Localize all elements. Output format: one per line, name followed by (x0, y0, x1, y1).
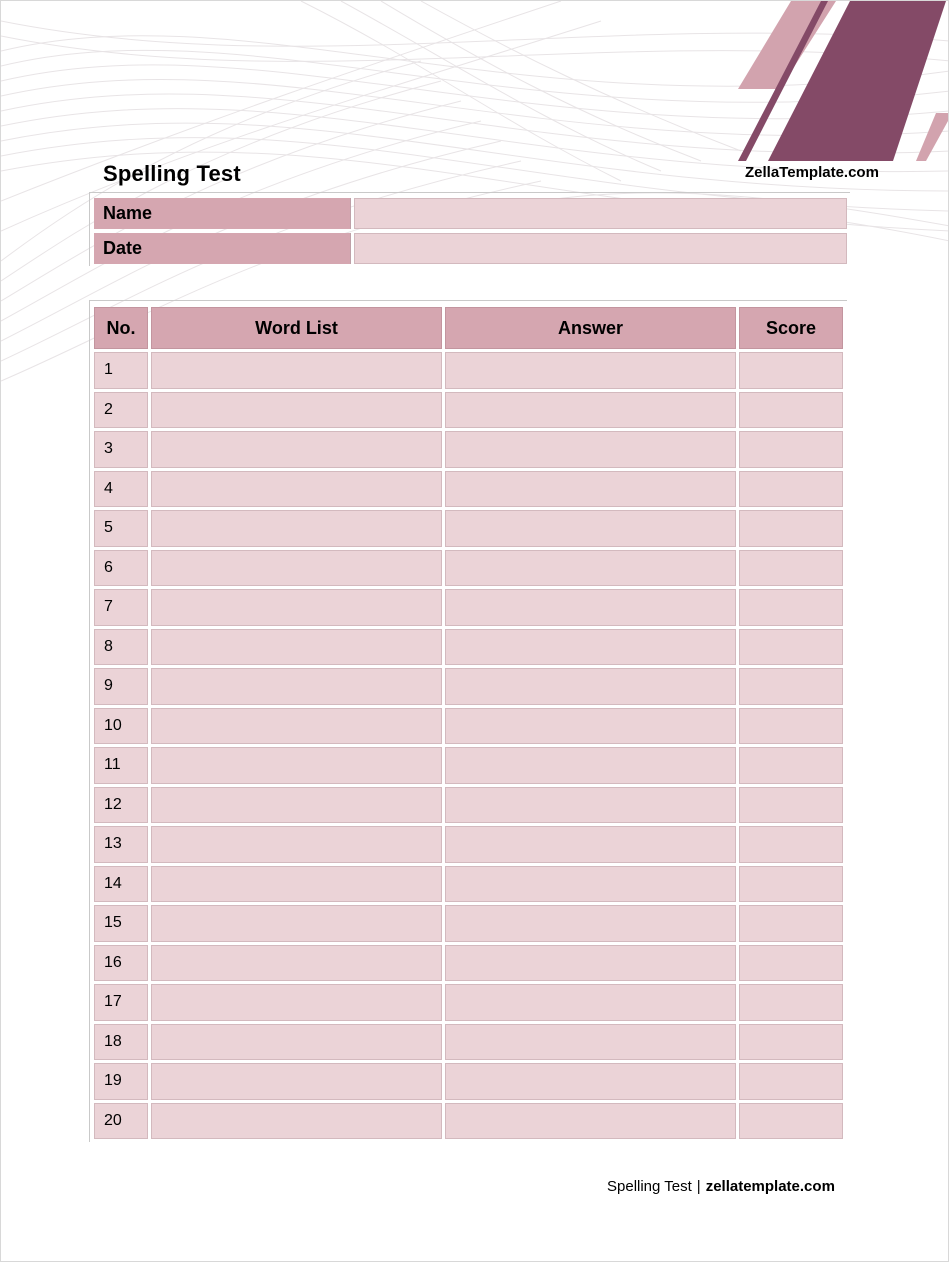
score-cell[interactable] (739, 708, 843, 745)
score-cell[interactable] (739, 747, 843, 784)
answer-cell[interactable] (445, 352, 736, 389)
footer-separator: | (696, 1178, 701, 1195)
name-field[interactable] (354, 198, 847, 229)
row-number: 12 (94, 787, 148, 824)
answer-cell[interactable] (445, 866, 736, 903)
row-number: 3 (94, 431, 148, 468)
score-cell[interactable] (739, 629, 843, 666)
corner-decoration (738, 1, 948, 166)
word-cell[interactable] (151, 629, 442, 666)
date-field[interactable] (354, 233, 847, 264)
answer-cell[interactable] (445, 510, 736, 547)
score-cell[interactable] (739, 392, 843, 429)
score-cell[interactable] (739, 1063, 843, 1100)
answer-cell[interactable] (445, 431, 736, 468)
answer-cell[interactable] (445, 945, 736, 982)
table-row (94, 1063, 843, 1100)
row-number: 8 (94, 629, 148, 666)
row-number: 2 (94, 392, 148, 429)
score-cell[interactable] (739, 945, 843, 982)
answer-cell[interactable] (445, 708, 736, 745)
answer-cell[interactable] (445, 984, 736, 1021)
name-label: Name (94, 198, 351, 229)
row-number: 11 (94, 747, 148, 784)
footer-site: zellatemplate.com (705, 1178, 835, 1195)
score-cell[interactable] (739, 1024, 843, 1061)
spelling-table (91, 304, 846, 1142)
word-cell[interactable] (151, 1024, 442, 1061)
brand-label: ZellaTemplate.com (745, 164, 879, 181)
word-cell[interactable] (151, 945, 442, 982)
table-row (94, 708, 843, 745)
footer-label: Spelling Test (607, 1178, 692, 1195)
table-row (94, 747, 843, 784)
word-cell[interactable] (151, 826, 442, 863)
table-row (94, 352, 843, 389)
spelling-table-frame (89, 300, 847, 1142)
answer-cell[interactable] (445, 471, 736, 508)
row-number: 9 (94, 668, 148, 705)
score-cell[interactable] (739, 668, 843, 705)
answer-cell[interactable] (445, 668, 736, 705)
score-cell[interactable] (739, 1103, 843, 1140)
answer-cell[interactable] (445, 629, 736, 666)
column-header-score: Score (739, 307, 843, 349)
score-cell[interactable] (739, 787, 843, 824)
footer (607, 1178, 835, 1195)
answer-cell[interactable] (445, 826, 736, 863)
answer-cell[interactable] (445, 1024, 736, 1061)
answer-cell[interactable] (445, 747, 736, 784)
table-row (94, 550, 843, 587)
table-row (94, 392, 843, 429)
row-number: 1 (94, 352, 148, 389)
row-number: 14 (94, 866, 148, 903)
score-cell[interactable] (739, 510, 843, 547)
row-number: 17 (94, 984, 148, 1021)
word-cell[interactable] (151, 984, 442, 1021)
word-cell[interactable] (151, 510, 442, 547)
table-row (94, 787, 843, 824)
answer-cell[interactable] (445, 1103, 736, 1140)
row-number: 10 (94, 708, 148, 745)
table-row (94, 866, 843, 903)
row-number: 15 (94, 905, 148, 942)
row-number: 4 (94, 471, 148, 508)
column-header-answer: Answer (445, 307, 736, 349)
score-cell[interactable] (739, 550, 843, 587)
row-number: 19 (94, 1063, 148, 1100)
answer-cell[interactable] (445, 589, 736, 626)
table-row (94, 1024, 843, 1061)
table-row (94, 668, 843, 705)
score-cell[interactable] (739, 431, 843, 468)
table-row (94, 826, 843, 863)
page-title: Spelling Test (103, 161, 241, 186)
word-cell[interactable] (151, 905, 442, 942)
table-row (94, 1103, 843, 1140)
table-row (94, 431, 843, 468)
word-cell[interactable] (151, 1103, 442, 1140)
table-body (94, 352, 843, 1139)
word-cell[interactable] (151, 550, 442, 587)
row-number: 6 (94, 550, 148, 587)
word-cell[interactable] (151, 1063, 442, 1100)
word-cell[interactable] (151, 668, 442, 705)
score-cell[interactable] (739, 589, 843, 626)
row-number: 20 (94, 1103, 148, 1140)
column-header-no: No. (94, 307, 148, 349)
row-number: 13 (94, 826, 148, 863)
answer-cell[interactable] (445, 392, 736, 429)
table-row (94, 629, 843, 666)
word-cell[interactable] (151, 866, 442, 903)
table-row (94, 510, 843, 547)
answer-cell[interactable] (445, 905, 736, 942)
score-cell[interactable] (739, 866, 843, 903)
row-number: 7 (94, 589, 148, 626)
score-cell[interactable] (739, 352, 843, 389)
row-number: 16 (94, 945, 148, 982)
info-section (89, 192, 850, 266)
word-cell[interactable] (151, 431, 442, 468)
date-label: Date (94, 233, 351, 264)
table-row (94, 589, 843, 626)
score-cell[interactable] (739, 905, 843, 942)
row-number: 5 (94, 510, 148, 547)
table-row (94, 471, 843, 508)
word-cell[interactable] (151, 708, 442, 745)
row-number: 18 (94, 1024, 148, 1061)
word-cell[interactable] (151, 787, 442, 824)
table-header-row (94, 307, 843, 349)
word-cell[interactable] (151, 589, 442, 626)
score-cell[interactable] (739, 826, 843, 863)
column-header-word-list: Word List (151, 307, 442, 349)
answer-cell[interactable] (445, 1063, 736, 1100)
word-cell[interactable] (151, 352, 442, 389)
table-row (94, 945, 843, 982)
table-row (94, 905, 843, 942)
word-cell[interactable] (151, 471, 442, 508)
answer-cell[interactable] (445, 787, 736, 824)
word-cell[interactable] (151, 747, 442, 784)
score-cell[interactable] (739, 984, 843, 1021)
answer-cell[interactable] (445, 550, 736, 587)
score-cell[interactable] (739, 471, 843, 508)
table-row (94, 984, 843, 1021)
word-cell[interactable] (151, 392, 442, 429)
